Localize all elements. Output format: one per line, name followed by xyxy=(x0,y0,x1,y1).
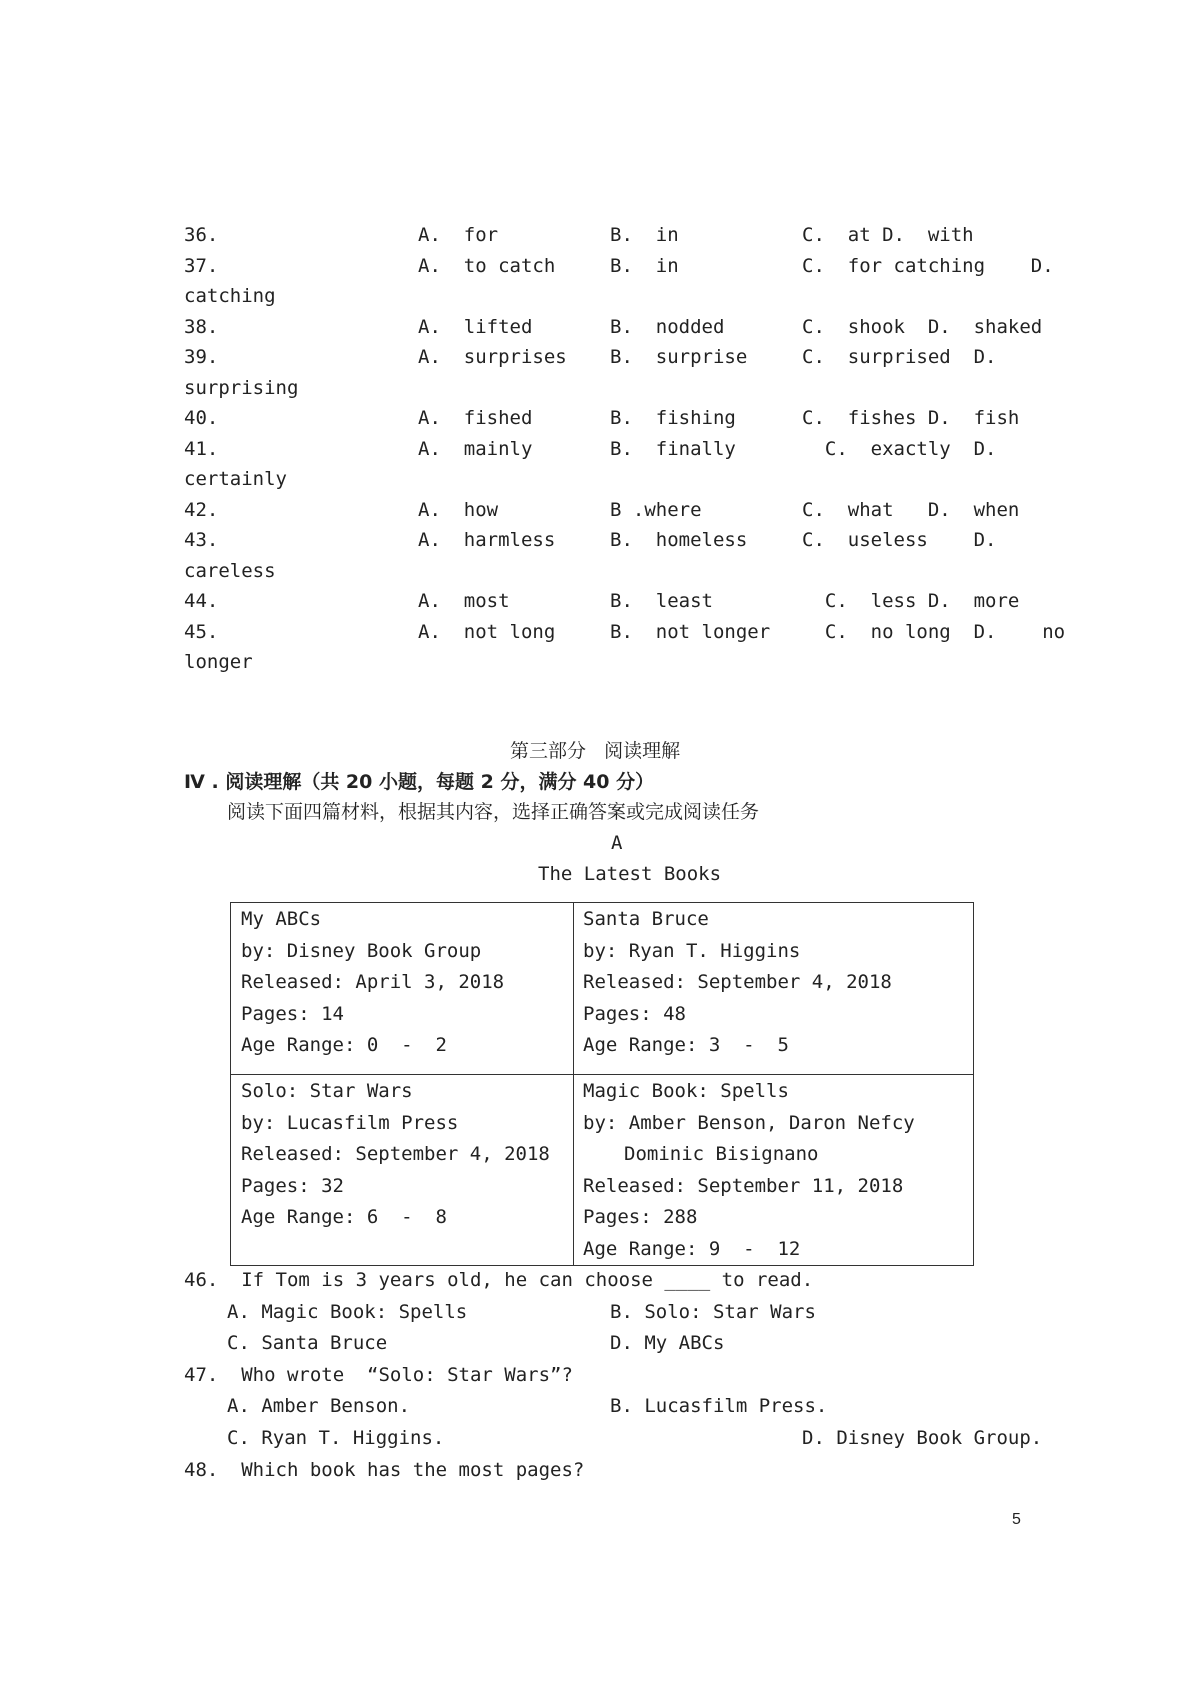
option-b: B. Lucasfilm Press. xyxy=(610,1395,828,1417)
option-b: B. fishing xyxy=(610,407,736,429)
question-number: 45. xyxy=(184,621,219,643)
option-wrap: careless xyxy=(184,560,276,582)
option-c: C. Santa Bruce xyxy=(227,1332,388,1354)
book-released: Released: April 3, 2018 xyxy=(241,971,505,993)
book-released: Released: September 4, 2018 xyxy=(241,1143,550,1165)
book-title: Magic Book: Spells xyxy=(583,1080,789,1102)
option-b: B .where xyxy=(610,499,702,521)
option-c-d: C. surprised D. xyxy=(802,346,997,368)
section-heading: Ⅳ . 阅读理解（共 20 小题，每题 2 分，满分 40 分） xyxy=(184,771,655,793)
option-b: B. not longer xyxy=(610,621,771,643)
option-a: A. for xyxy=(418,224,499,246)
option-c-d: C. less D. more xyxy=(802,590,1020,612)
book-author: by: Amber Benson, Daron Nefcy xyxy=(583,1112,915,1134)
option-c-d: C. fishes D. fish xyxy=(802,407,1020,429)
option-c-d: C. useless D. xyxy=(802,529,997,551)
book-pages: Pages: 14 xyxy=(241,1003,344,1025)
option-b: B. homeless xyxy=(610,529,748,551)
option-wrap: longer xyxy=(184,651,253,673)
table-divider xyxy=(231,1074,973,1075)
option-c-d: C. at D. with xyxy=(802,224,974,246)
book-age-range: Age Range: 6 - 8 xyxy=(241,1206,447,1228)
book-title: Santa Bruce xyxy=(583,908,709,930)
part-title: 第三部分 阅读理解 xyxy=(510,740,681,762)
question-number: 37. xyxy=(184,255,219,277)
option-b: B. surprise xyxy=(610,346,748,368)
book-author-continued: Dominic Bisignano xyxy=(624,1143,819,1165)
option-c-d: C. what D. when xyxy=(802,499,1020,521)
book-pages: Pages: 32 xyxy=(241,1175,344,1197)
table-divider xyxy=(573,903,574,1265)
book-age-range: Age Range: 9 - 12 xyxy=(583,1238,801,1260)
option-a: A. Amber Benson. xyxy=(227,1395,411,1417)
question-number: 44. xyxy=(184,590,219,612)
question-stem: 47. Who wrote “Solo: Star Wars”? xyxy=(184,1364,573,1386)
book-author: by: Disney Book Group xyxy=(241,940,482,962)
question-number: 41. xyxy=(184,438,219,460)
option-b: B. finally xyxy=(610,438,736,460)
option-a: A. to catch xyxy=(418,255,556,277)
option-b: B. Solo: Star Wars xyxy=(610,1301,816,1323)
question-stem: 46. If Tom is 3 years old, he can choose ____ to read. xyxy=(184,1269,814,1291)
page-number: 5 xyxy=(1012,1511,1021,1528)
option-a: A. Magic Book: Spells xyxy=(227,1301,468,1323)
option-a: A. surprises xyxy=(418,346,567,368)
question-number: 38. xyxy=(184,316,219,338)
option-a: A. mainly xyxy=(418,438,533,460)
question-number: 36. xyxy=(184,224,219,246)
option-a: A. fished xyxy=(418,407,533,429)
option-a: A. most xyxy=(418,590,510,612)
book-author: by: Lucasfilm Press xyxy=(241,1112,459,1134)
question-number: 42. xyxy=(184,499,219,521)
option-c-d: C. no long D. no xyxy=(802,621,1066,643)
question-number: 40. xyxy=(184,407,219,429)
option-c: C. Ryan T. Higgins. xyxy=(227,1427,445,1449)
option-wrap: certainly xyxy=(184,468,287,490)
option-d: D. My ABCs xyxy=(610,1332,725,1354)
option-b: B. in xyxy=(610,255,679,277)
option-c-d: C. for catching D. xyxy=(802,255,1054,277)
option-a: A. harmless xyxy=(418,529,556,551)
passage-title: The Latest Books xyxy=(538,863,722,885)
book-age-range: Age Range: 3 - 5 xyxy=(583,1034,789,1056)
book-title: Solo: Star Wars xyxy=(241,1080,413,1102)
option-wrap: catching xyxy=(184,285,276,307)
option-wrap: surprising xyxy=(184,377,299,399)
option-a: A. lifted xyxy=(418,316,533,338)
option-d: D. Disney Book Group. xyxy=(802,1427,1043,1449)
question-number: 43. xyxy=(184,529,219,551)
book-author: by: Ryan T. Higgins xyxy=(583,940,801,962)
option-b: B. least xyxy=(610,590,713,612)
option-c-d: C. shook D. shaked xyxy=(802,316,1043,338)
question-number: 39. xyxy=(184,346,219,368)
book-pages: Pages: 288 xyxy=(583,1206,698,1228)
book-title: My ABCs xyxy=(241,908,322,930)
book-released: Released: September 4, 2018 xyxy=(583,971,892,993)
passage-label: A xyxy=(611,832,623,854)
option-c-d: C. exactly D. xyxy=(802,438,997,460)
option-a: A. not long xyxy=(418,621,556,643)
book-released: Released: September 11, 2018 xyxy=(583,1175,904,1197)
option-a: A. how xyxy=(418,499,499,521)
book-pages: Pages: 48 xyxy=(583,1003,686,1025)
option-b: B. nodded xyxy=(610,316,725,338)
question-stem: 48. Which book has the most pages? xyxy=(184,1459,585,1481)
section-instructions: 阅读下面四篇材料，根据其内容，选择正确答案或完成阅读任务 xyxy=(227,801,760,823)
option-b: B. in xyxy=(610,224,679,246)
book-age-range: Age Range: 0 - 2 xyxy=(241,1034,447,1056)
